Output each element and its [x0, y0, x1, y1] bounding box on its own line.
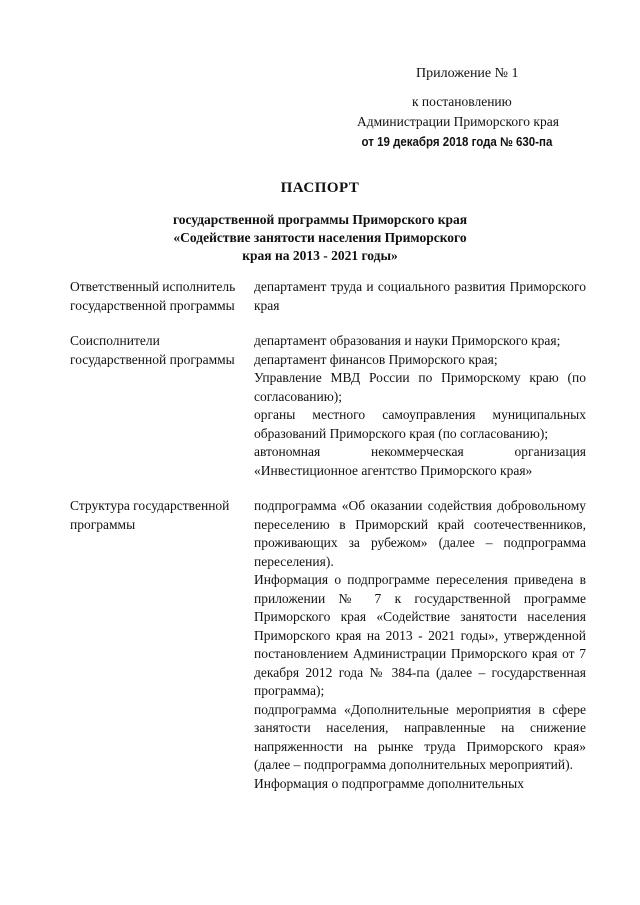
content-paragraph: подпрограмма «Дополнительные мероприятия в сфере занятости населения, направленные на снижение напряженности на рынке труда Приморского края» (далее – подпрограмма дополнительных мероприятий). [254, 701, 586, 772]
resolution-date-number: от 19 декабря 2018 года № 630-па [361, 135, 553, 149]
content-paragraph: подпрограмма «Об оказании содействия добровольному переселению в Приморский край соотечественников, проживающих за рубежом» (далее – подпрограмма переселения). [254, 498, 586, 569]
row-content [254, 497, 586, 793]
content-paragraph: Информация о подпрограмме переселения приведена в приложении № 7 к государственной программе Приморского края «Содействие занятости населения Приморского края на 2013 - 2021 годы», утвержденной постановлением Администрации Приморского края от 7 декабря 2012 года № 384-па (далее – государственная программа); [254, 572, 586, 698]
content-paragraph: Управление МВД России по Приморскому краю (по согласованию); [254, 370, 586, 404]
row-label: Структура государственной программы [70, 498, 230, 532]
program-title-line-2: «Содействие занятости населения Приморского [173, 230, 467, 245]
content-paragraph: департамент финансов Приморского края; [254, 351, 498, 367]
appendix-header [356, 64, 596, 152]
row-content [254, 278, 586, 315]
content-paragraph: автономная некоммерческая организация «Инвестиционное агентство Приморского края» [254, 444, 586, 478]
row-label: Ответственный исполнитель государственной программы [70, 279, 236, 313]
row-content [254, 332, 586, 480]
to-resolution: к постановлению [412, 94, 512, 109]
appendix-number: Приложение № 1 [416, 66, 519, 81]
content-paragraph: департамент труда и социального развития Приморского края [254, 279, 586, 313]
table-row [70, 278, 586, 315]
content-paragraph: органы местного самоуправления муниципальных образований Приморского края (по согласованию); [254, 407, 586, 441]
row-label: Соисполнители государственной программы [70, 333, 235, 367]
program-title-line-3: края на 2013 - 2021 годы» [242, 248, 398, 263]
content-paragraph: департамент образования и науки Приморского края; [254, 333, 561, 348]
program-title [0, 211, 640, 265]
table-row [70, 332, 586, 480]
table-row [70, 497, 586, 793]
program-title-line-1: государственной программы Приморского края [172, 212, 468, 227]
content-paragraph: Информация о подпрограмме дополнительных [254, 775, 524, 791]
document-title: ПАСПОРТ [280, 180, 360, 196]
passport-table [70, 278, 586, 793]
administration-name: Администрации Приморского края [357, 114, 559, 129]
